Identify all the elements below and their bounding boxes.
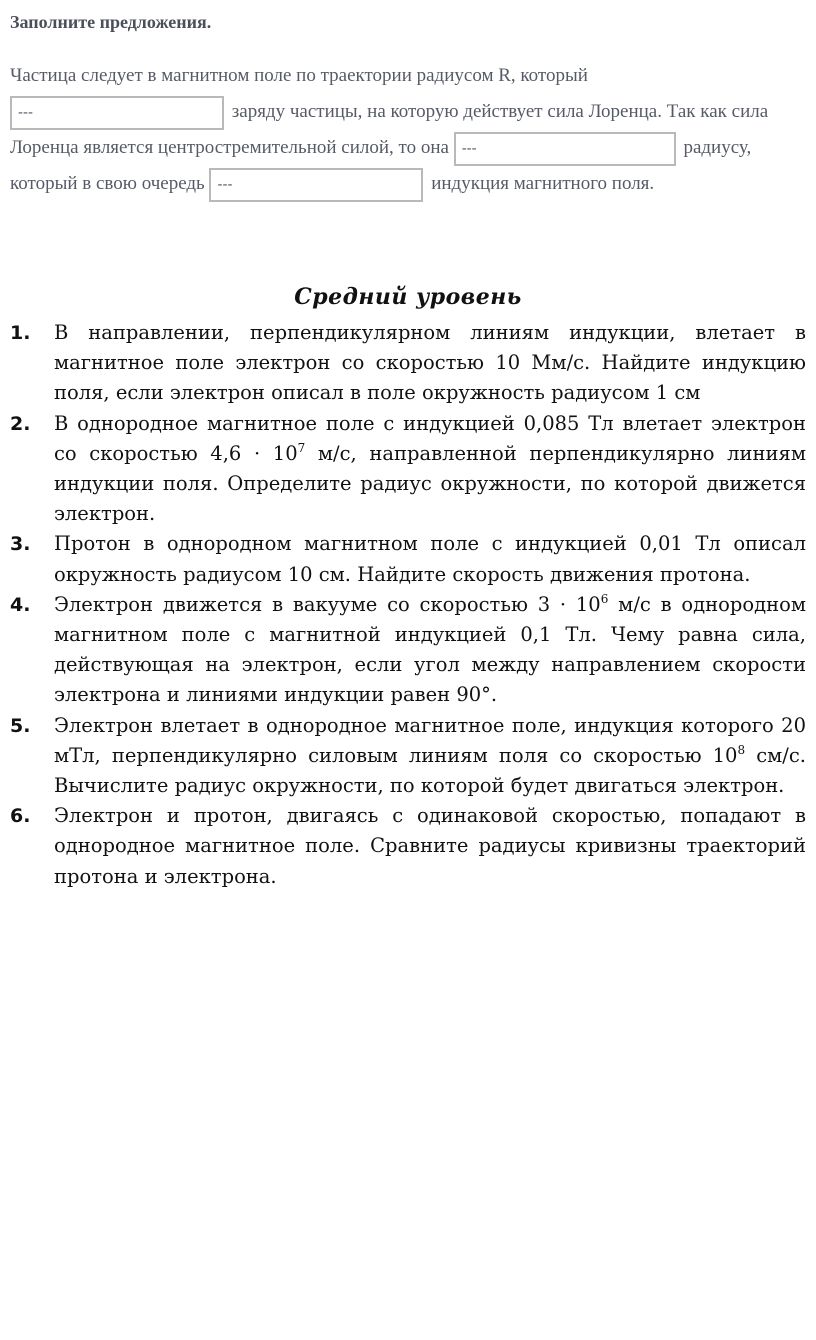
fill-in-text-1: Частица следует в магнитном поле по траектории радиусом R, который	[10, 65, 588, 86]
fill-in-text-3: радиусу, который в свою очередь	[10, 137, 752, 194]
problem-text	[54, 409, 806, 530]
problem-number: 4.	[10, 593, 31, 616]
problems-section	[10, 278, 806, 892]
fill-in-paragraph	[10, 58, 790, 202]
problem-number: 6.	[10, 805, 31, 828]
problem-text: Электрон и протон, двигаясь с одинаковой скоростью, попадают в однородное магнитное поле. Сравните радиусы кривизны траекторий протона и электрона.	[54, 804, 806, 888]
problem-item	[10, 529, 806, 589]
problem-item	[10, 590, 806, 711]
blank-input-3[interactable]	[209, 168, 423, 202]
problem-text-part: В однородное магнитное поле с индукцией 0,085 Тл влетает электрон со скоростью 4,6 · 10	[54, 411, 806, 465]
fill-in-section	[10, 8, 800, 202]
problem-item	[10, 711, 806, 802]
problem-number: 1.	[10, 322, 31, 344]
problem-text	[54, 590, 806, 711]
fill-in-text-2: заряду частицы, на которую действует сила Лоренца. Так как сила Лоренца является центростремительной силой, то она	[10, 101, 769, 158]
problem-text: В направлении, перпендикулярном линиям индукции, влетает в магнитное поле электрон со скоростью 10 Мм/с. Найдите индукцию поля, если электрон описал в поле окружность радиусом 1 см	[54, 321, 806, 405]
exponent: 7	[297, 440, 306, 455]
exponent: 6	[600, 591, 609, 606]
problem-list	[10, 318, 806, 892]
problem-item	[10, 409, 806, 530]
problem-item	[10, 801, 806, 892]
fill-in-title: Заполните предложения.	[10, 12, 212, 32]
problem-item	[10, 318, 806, 409]
problem-number: 3.	[10, 533, 31, 556]
blank-input-2[interactable]	[454, 132, 676, 166]
problem-number: 5.	[10, 714, 31, 737]
problem-text-part: Электрон движется в вакууме со скоростью 3 · 10	[54, 592, 601, 616]
fill-in-text-4: индукция магнитного поля.	[431, 173, 655, 194]
problem-number: 2.	[10, 412, 31, 435]
problem-text	[54, 711, 806, 802]
problem-text-part: м/с, направленной перпендикулярно линиям индукции поля. Определите радиус окружности, по которой движется электрон.	[54, 441, 806, 526]
problem-text-part: см/с. Вычислите радиус окружности, по которой будет двигаться электрон.	[54, 743, 806, 798]
problem-text-part: м/с в однородном магнитном поле с магнитной индукцией 0,1 Тл. Чему равна сила, действующая на электрон, если угол между направлением скорости электрона и линиями индукции равен 90°.	[54, 592, 806, 707]
problem-text-part: Электрон влетает в однородное магнитное поле, индукция которого 20 мТл, перпендикулярно силовым линиям поля со скоростью 10	[54, 713, 806, 767]
problem-text: Протон в однородном магнитном поле с индукцией 0,01 Тл описал окружность радиусом 10 см. Найдите скорость движения протона.	[54, 532, 806, 586]
blank-input-1[interactable]	[10, 96, 224, 130]
exponent: 8	[737, 742, 746, 757]
level-heading: Средний уровень	[294, 284, 522, 310]
